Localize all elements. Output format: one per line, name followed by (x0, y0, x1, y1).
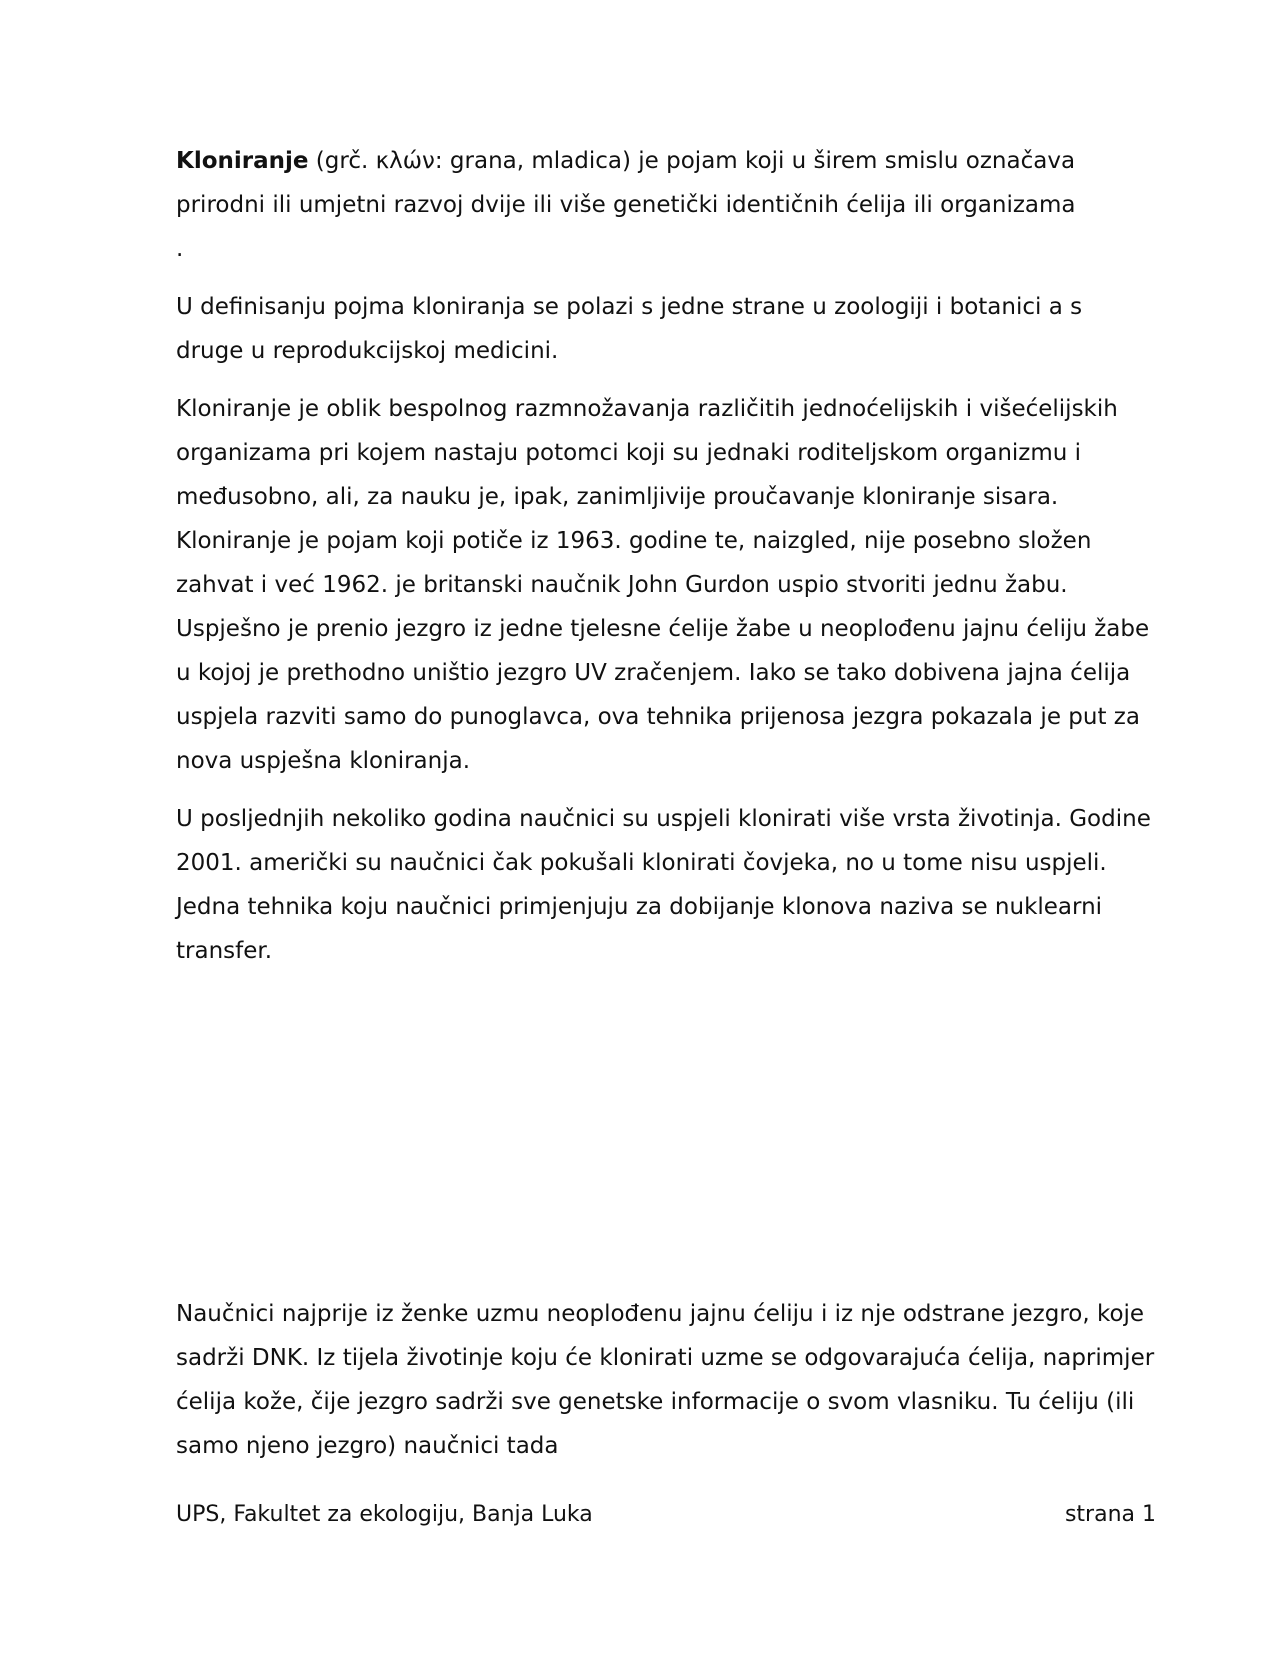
paragraph-definition (176, 139, 1156, 271)
footer-institution: UPS, Fakultet za ekologiju, Banja Luka (176, 1502, 593, 1527)
definition-trailing-dot: . (176, 236, 184, 262)
paragraph-posljednjih-godina: U posljednjih nekoliko godina naučnici su uspjeli klonirati više vrsta životinja. Godine 2001. američki su naučnici čak pokušali klonirati čovjeka, no u tome nisu uspjeli. Jedna tehnika koju naučnici primjenjuju za dobijanje klonova naziva se nuklearni transfer. (176, 806, 1151, 964)
body-text-top (176, 139, 1156, 987)
paragraph-bespolno: Kloniranje je oblik bespolnog razmnožavanja različitih jednoćelijskih i višećelijskih organizama pri kojem nastaju potomci koji su jednaki roditeljskom organizmu i međusobno, ali, za nauku je, ipak, zanimljivije proučavanje kloniranje sisara. Kloniranje je pojam koji potiče iz 1963. godine te, naizgled, nije posebno složen zahvat i već 1962. je britanski naučnik John Gurdon uspio stvoriti jednu žabu. Uspješno je prenio jezgro iz jedne tjelesne ćelije žabe u neoplođenu jajnu ćeliju žabe u kojoj je prethodno uništio jezgro UV zračenjem. Iako se tako dobivena jajna ćelija uspjela razviti samo do punoglavca, ova tehnika prijenosa jezgra pokazala je put za nova uspješna kloniranja. (176, 396, 1150, 774)
body-text-bottom (176, 1292, 1156, 1482)
footer-page-number: strana 1 (1064, 1502, 1156, 1527)
paragraph-definisanje: U definisanju pojma kloniranja se polazi s jedne strane u zoologiji i botanici a s druge u reprodukcijskoj medicini. (176, 294, 1083, 364)
definition-text: (grč. κλών: grana, mladica) je pojam koji u širem smislu označava prirodni ili umjetni razvoj dvije ili više genetički identičnih ćelija ili organizama (176, 148, 1076, 218)
term-kloniranje: Kloniranje (176, 148, 309, 174)
paragraph-nuklearni-transfer: Naučnici najprije iz ženke uzmu neoplođenu jajnu ćeliju i iz nje odstrane jezgro, koje sadrži DNK. Iz tijela životinje koju će klonirati uzme se odgovarajuća ćelija, naprimjer ćelija kože, čije jezgro sadrži sve genetske informacije o svom vlasniku. Tu ćeliju (ili samo njeno jezgro) naučnici tada (176, 1301, 1155, 1459)
